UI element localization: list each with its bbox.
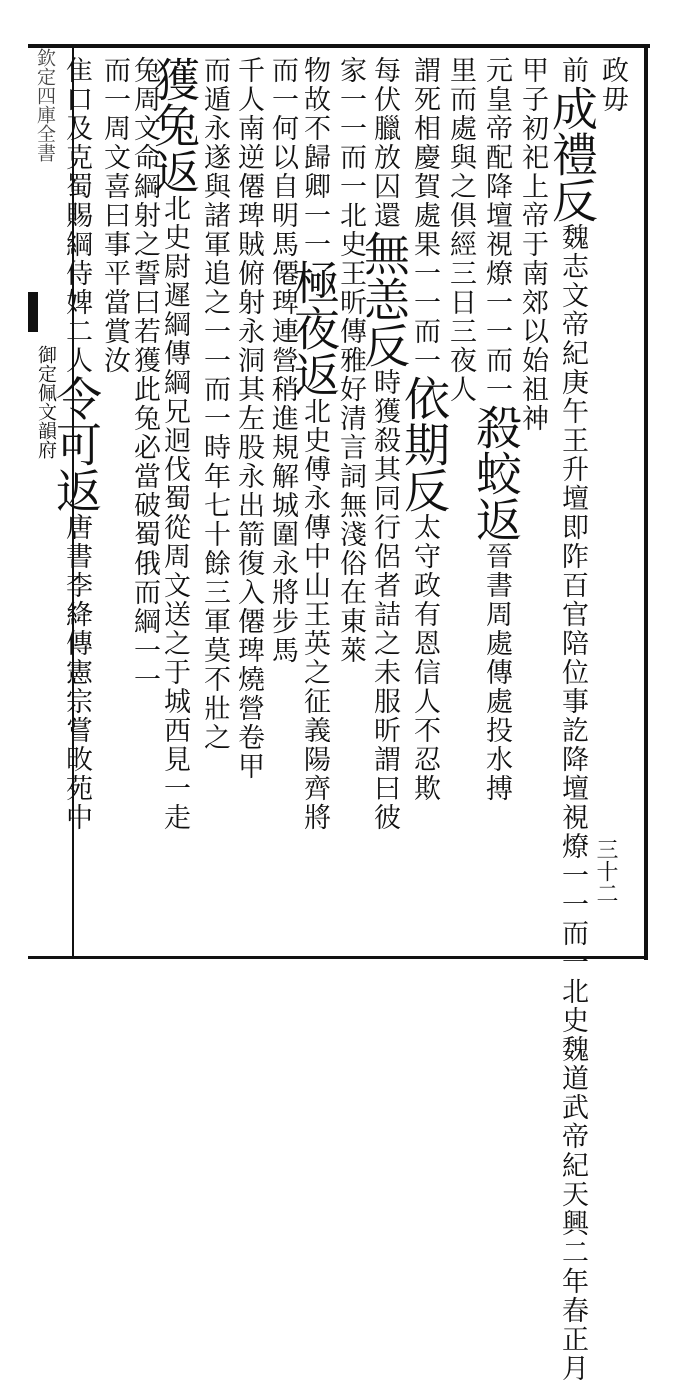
fish-tail-mark — [28, 292, 38, 332]
page-number: 三十二 — [593, 838, 618, 904]
text-column: 家一一而一北史王昕傳雅好清言詞無淺俗在東萊 — [335, 56, 366, 665]
gutter-book-title: 欽定四庫全書 — [34, 48, 56, 162]
text-column: 前成禮反魏志文帝紀庚午王升壇即阼百官陪位事訖降壇視燎一一而一北史魏道武帝紀天興二年春正月 — [545, 56, 599, 1383]
text-column: 而遁永遂與諸軍追之一一而一時年七十餘三軍莫不壯之 — [199, 56, 230, 752]
gutter-volume-title: 御定佩文韻府 — [35, 345, 57, 459]
text-column: 隹口及克蜀賜綱侍婢二人令可返唐書李絳傳憲宗嘗畋苑中 — [49, 56, 103, 832]
text-column: 兔周文命綱射之誓曰若獲此兔必當破蜀俄而綱一一 — [129, 56, 160, 694]
text-column: 每伏臘放囚還無恙反時獲殺其同行侶者詰之未服昕謂曰彼 — [357, 56, 411, 832]
text-column: 謂死相慶賀處果一一而一依期反太守政有恩信人不忍欺 — [397, 56, 451, 803]
text-column: 里而處與之俱經三日三夜人 — [445, 56, 476, 404]
text-column: 千人南逆僊琕賊俯射永洞其左股永出箭復入僊琕燒營卷甲 — [233, 56, 264, 781]
text-column: 而一何以自明馬僊琕連營稍進規解城圍永將步馬 — [267, 56, 298, 665]
text-column: 政毋 — [597, 56, 628, 114]
text-column: 而一周文喜曰事平當賞汝 — [99, 56, 130, 375]
text-column: 甲子初祀上帝于南郊以始祖神 — [517, 56, 548, 433]
right-border — [644, 44, 648, 960]
top-border — [28, 44, 650, 48]
text-column: 元皇帝配降壇視燎一一而一殺蛟返晉書周處傳處投水搏 — [469, 56, 523, 803]
bottom-border — [28, 956, 648, 959]
text-column: 獲兔返北史尉遲綱傳綱兄迥伐蜀從周文送之于城西見一走 — [147, 56, 201, 832]
text-column: 物故不歸卿一一極夜返北史傅永傳中山王英之征義陽齊將 — [287, 56, 341, 832]
